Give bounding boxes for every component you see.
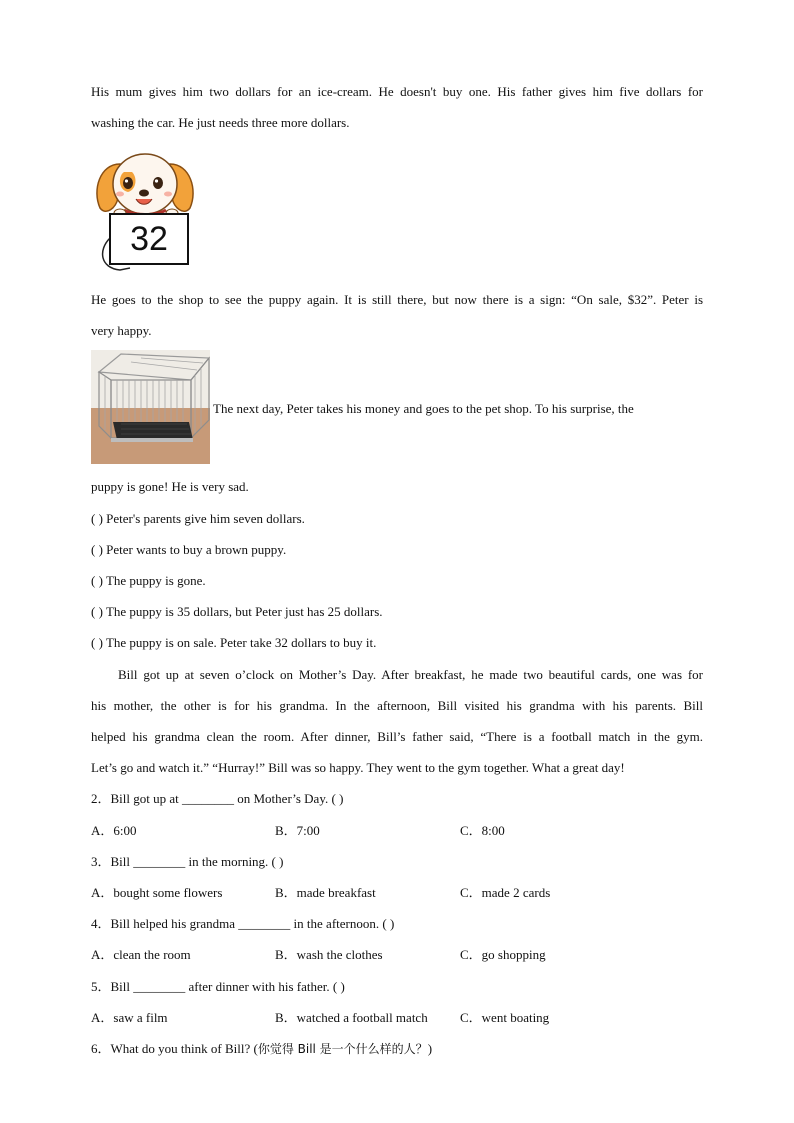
story1-p3-line1: The next day, Peter takes his money and goes to the pet shop. To his surprise, the [213, 401, 634, 416]
story1-p1-line1: His mum gives him two dollars for an ice-cream. He doesn't buy one. His father gives him five dollars for [91, 84, 703, 99]
question-4-option-b[interactable]: B．wash the clothes [275, 947, 383, 962]
question-6-stem-en: 6．What do you think of Bill? ( [91, 1041, 258, 1056]
tf-statement: The puppy is gone. [105, 573, 206, 588]
story2-line: helped his grandma clean the room. After dinner, Bill’s father said, “There is a football match in the gym. [91, 729, 703, 744]
tf-bracket[interactable]: ( ) [91, 511, 103, 526]
question-3-option-a[interactable]: A．bought some flowers [91, 885, 223, 900]
story1-p2-line1: He goes to the shop to see the puppy again. It is still there, but now there is a sign: “On sale, $32”. Peter is [91, 292, 703, 307]
tf-bracket[interactable]: ( ) [91, 542, 103, 557]
story1-p3-line2: puppy is gone! He is very sad. [91, 479, 249, 494]
tf-bracket[interactable]: ( ) [91, 635, 103, 650]
story1-p2-line2: very happy. [91, 323, 152, 338]
question-3-option-b[interactable]: B．made breakfast [275, 885, 376, 900]
question-2-option-b[interactable]: B．7:00 [275, 823, 320, 838]
question-6-stem-cn: 你觉得 Bill 是一个什么样的人？ [257, 1042, 428, 1056]
question-2-option-a[interactable]: A．6:00 [91, 823, 137, 838]
tf-statement: The puppy is on sale. Peter take 32 dollars to buy it. [105, 635, 377, 650]
tf-bracket[interactable]: ( ) [91, 604, 103, 619]
question-5-option-c[interactable]: C．went boating [460, 1010, 550, 1025]
tf-bracket[interactable]: ( ) [91, 573, 103, 588]
question-5-stem: 5．Bill ________ after dinner with his father. ( ) [91, 979, 345, 994]
tf-item[interactable] [91, 604, 383, 620]
empty-cage-photo [91, 350, 210, 464]
tf-statement: Peter's parents give him seven dollars. [106, 511, 305, 526]
question-3-stem: 3．Bill ________ in the morning. ( ) [91, 854, 284, 869]
tf-item[interactable] [91, 635, 376, 651]
question-2-stem: 2．Bill got up at ________ on Mother’s Day. ( ) [91, 791, 344, 806]
tf-item[interactable] [91, 542, 286, 558]
question-5-option-b[interactable]: B．watched a football match [275, 1010, 428, 1025]
question-5-option-a[interactable]: A．saw a film [91, 1010, 168, 1025]
story2-line: his mother, the other is for his grandma. In the afternoon, Bill visited his grandma with his parents. Bill [91, 698, 703, 713]
question-2-option-c[interactable]: C．8:00 [460, 823, 505, 838]
story2-line: Let’s go and watch it.” “Hurray!” Bill was so happy. They went to the gym together. What a great day! [91, 760, 625, 775]
story1-p1-line2: washing the car. He just needs three more dollars. [91, 115, 350, 130]
tf-statement: The puppy is 35 dollars, but Peter just has 25 dollars. [105, 604, 383, 619]
question-4-option-a[interactable]: A．clean the room [91, 947, 191, 962]
puppy-price-sign: 32 [109, 213, 189, 265]
tf-item[interactable] [91, 573, 206, 589]
question-6-stem [91, 1041, 432, 1057]
story2-line: Bill got up at seven o’clock on Mother’s Day. After breakfast, he made two beautiful cards, one was for [118, 667, 703, 682]
tf-item[interactable] [91, 511, 305, 527]
tf-statement: Peter wants to buy a brown puppy. [106, 542, 287, 557]
question-4-stem: 4．Bill helped his grandma ________ in the afternoon. ( ) [91, 916, 395, 931]
question-4-option-c[interactable]: C．go shopping [460, 947, 546, 962]
question-6-stem-end: ) [427, 1041, 433, 1056]
question-3-option-c[interactable]: C．made 2 cards [460, 885, 551, 900]
